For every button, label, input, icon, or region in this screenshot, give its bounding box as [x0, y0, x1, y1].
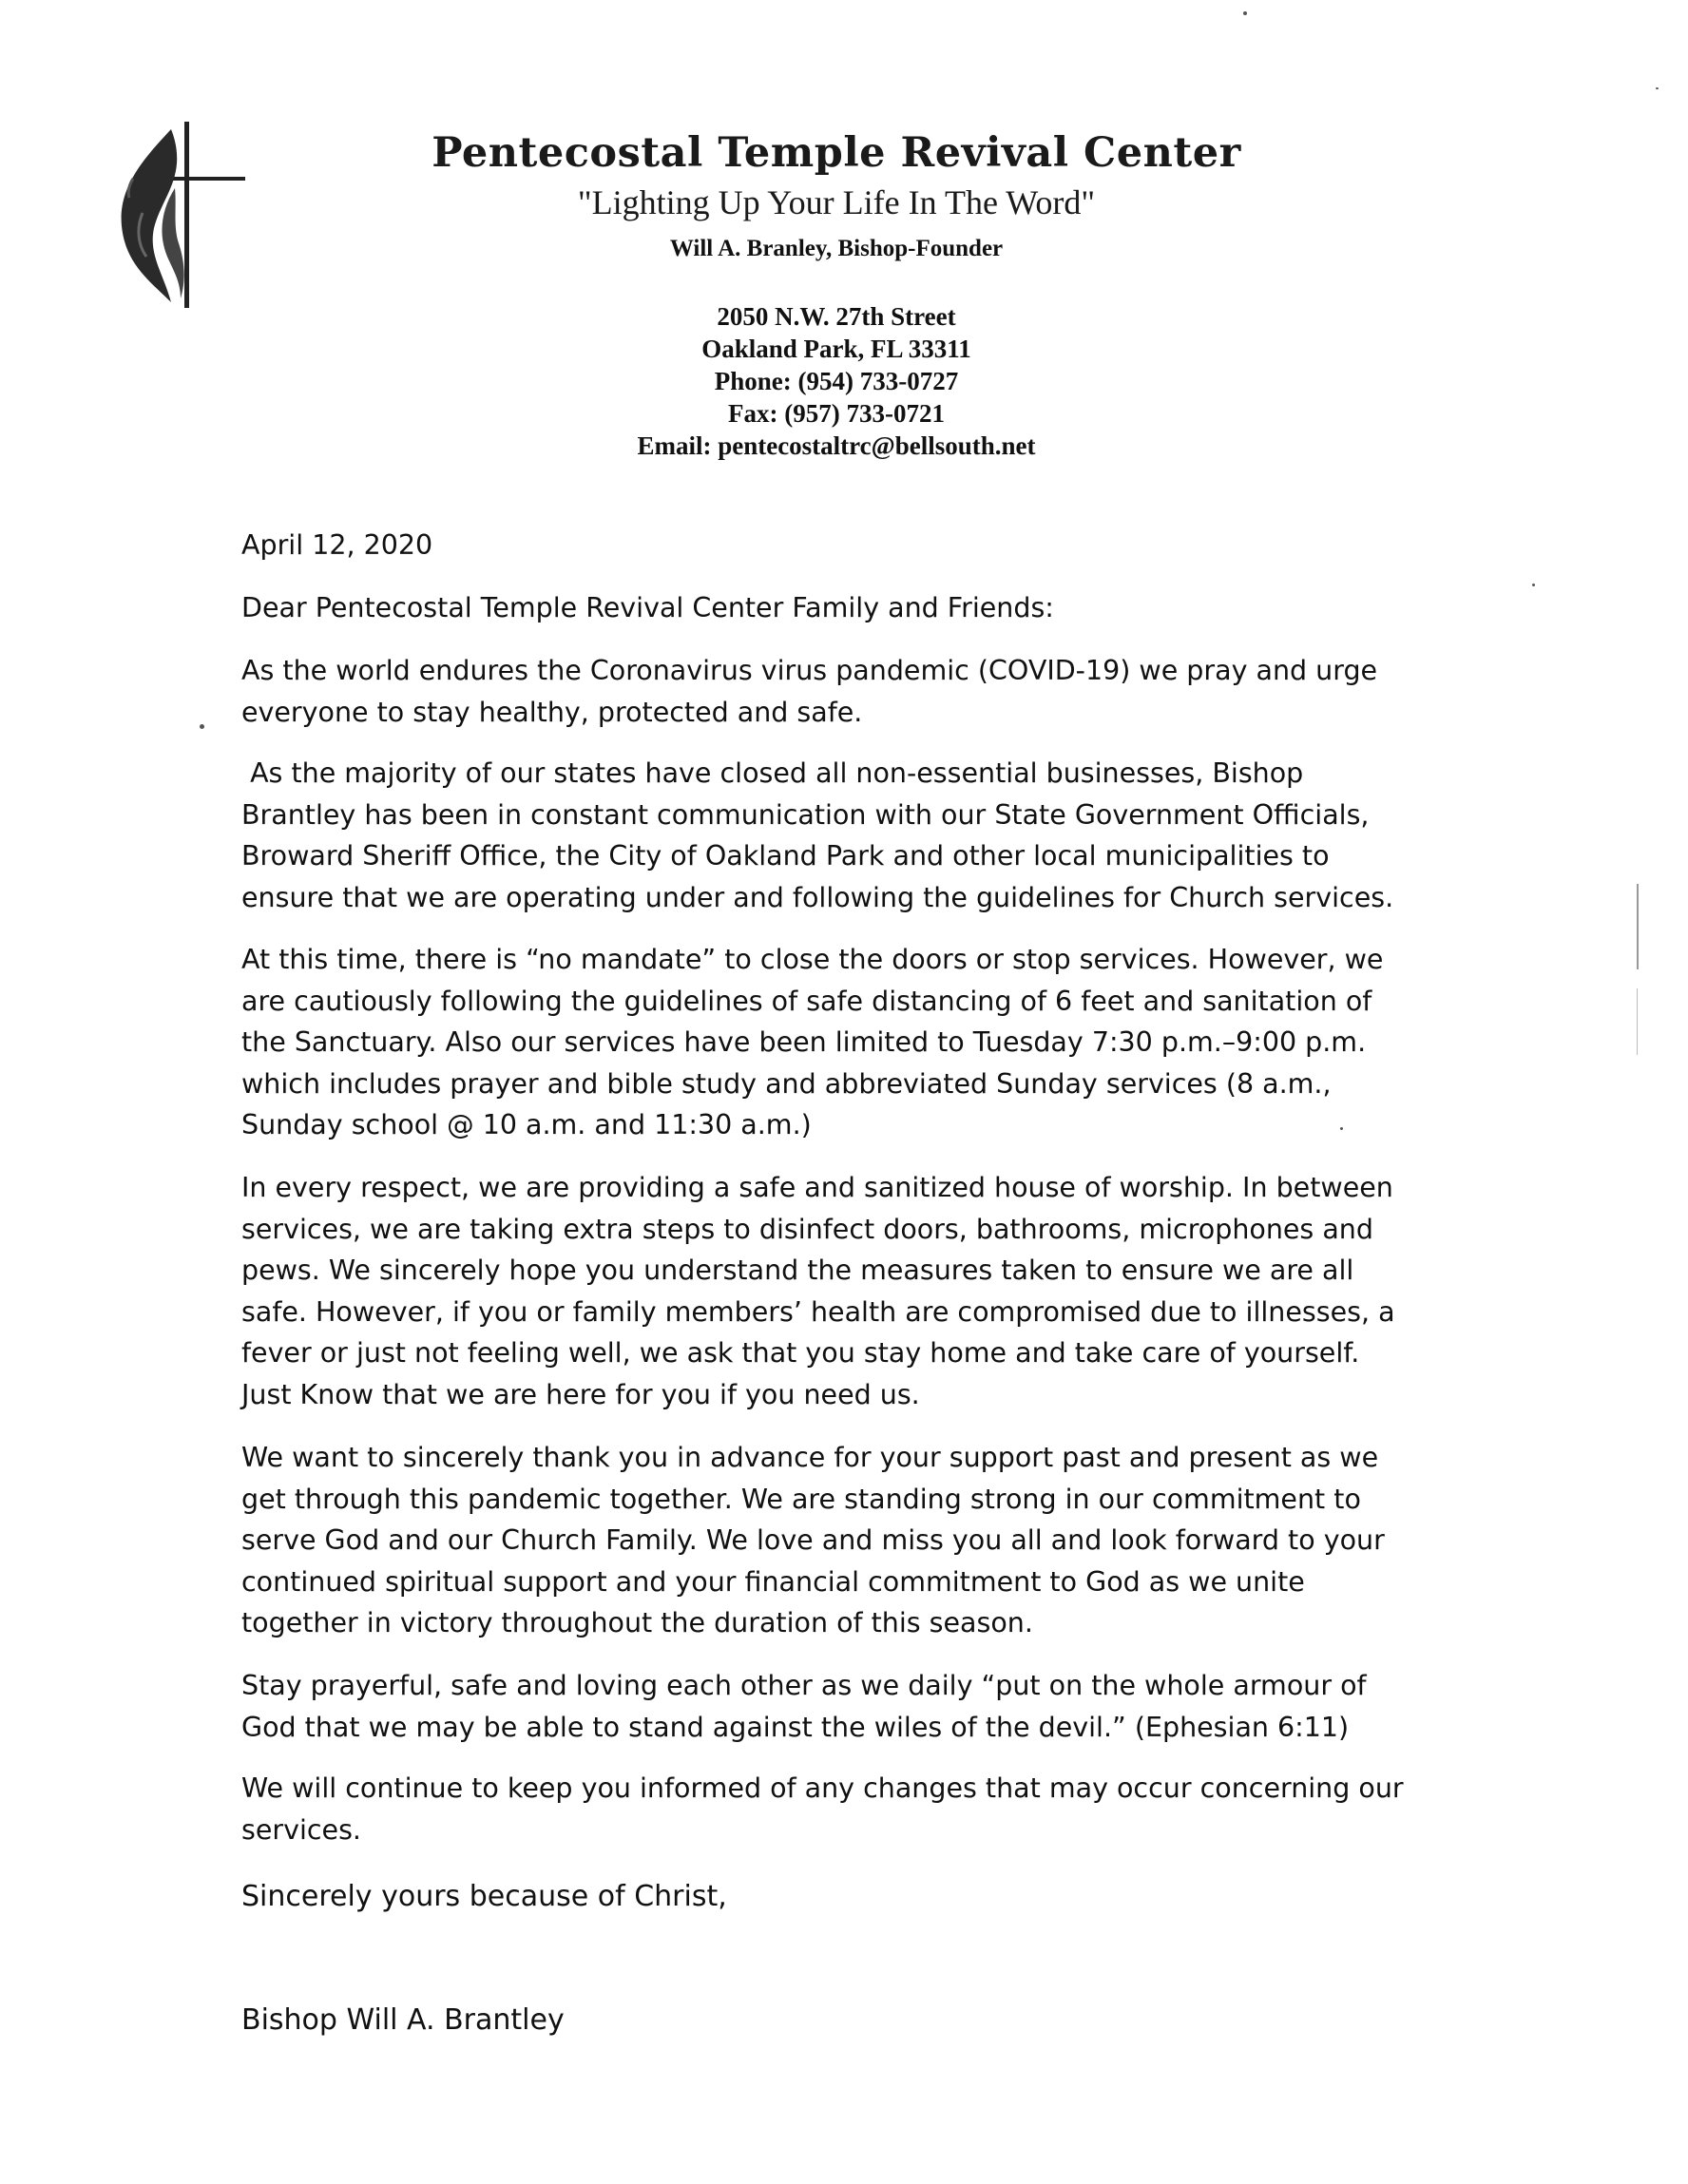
paragraph: As the world endures the Coronavirus virus pandemic (COVID-19) we pray and urge everyone to stay healthy, protected and safe.: [241, 655, 1378, 728]
fax-line: Fax: (957) 733-0721: [728, 399, 945, 428]
cross-and-flame-icon: [105, 122, 247, 312]
paragraph: We will continue to keep you informed of any changes that may occur concerning our services.: [241, 1772, 1404, 1846]
closing-line: Sincerely yours because of Christ,: [241, 1880, 727, 1913]
letter-date: April 12, 2020: [241, 529, 433, 561]
paragraph: In every respect, we are providing a safe and sanitized house of worship. In between services, we are taking extra steps to disinfect doors, bathrooms, microphones and pews. We sincerely hope you understand the measures taken to ensure we are all safe. However, if you or family members’ health are compromised due to illnesses, a fever or just not feeling well, we ask that you stay home and take care of yourself. Just Know that we are here for you if you need us.: [241, 1172, 1395, 1410]
scan-speck: [200, 724, 204, 729]
paragraph: Stay prayerful, safe and loving each other as we daily “put on the whole armour of God that we may be able to stand against the wiles of the devil.” (Ephesian 6:11): [241, 1670, 1367, 1743]
scan-speck: [1656, 87, 1659, 89]
scan-edge-line: [1637, 988, 1638, 1055]
organization-name: Pentecostal Temple Revival Center: [432, 129, 1241, 177]
paragraph: As the majority of our states have closed all non-essential businesses, Bishop Brantley has been in constant communication with our State Government Officials, Broward Sheriff Office, the City of Oakland Park and other local municipalities to ensure that we are operating under and following the guidelines for Church services.: [241, 757, 1394, 913]
scan-speck: [1243, 11, 1247, 15]
address-city: Oakland Park, FL 33311: [701, 335, 971, 363]
address-street: 2050 N.W. 27th Street: [717, 302, 956, 331]
salutation: Dear Pentecostal Temple Revival Center Family and Friends:: [241, 592, 1054, 623]
paragraph: We want to sincerely thank you in advance for your support past and present as we get through this pandemic together. We are standing strong in our commitment to serve God and our Church Family. We love and miss you all and look forward to your continued spiritual support and your financial commitment to God as we unite together in victory throughout the duration of this season.: [241, 1442, 1385, 1638]
tagline: "Lighting Up Your Life In The Word": [577, 183, 1096, 221]
signature-name: Bishop Will A. Brantley: [241, 2003, 565, 2037]
scan-edge-line: [1637, 884, 1639, 969]
paragraph: At this time, there is “no mandate” to close the doors or stop services. However, we are cautiously following the guidelines of safe distancing of 6 feet and sanitation of the Sanctuary. Also our services have been limited to Tuesday 7:30 p.m.–9:00 p.m. which includes prayer and bible study and abbreviated Sunday services (8 a.m., Sunday school @ 10 a.m. and 11:30 a.m.): [241, 944, 1384, 1140]
email-line: Email: pentecostaltrc@bellsouth.net: [637, 431, 1036, 460]
founder-line: Will A. Branley, Bishop-Founder: [669, 236, 1004, 261]
scan-speck: [1340, 1127, 1343, 1130]
phone-line: Phone: (954) 733-0727: [714, 367, 959, 395]
scan-speck: [1532, 584, 1535, 586]
